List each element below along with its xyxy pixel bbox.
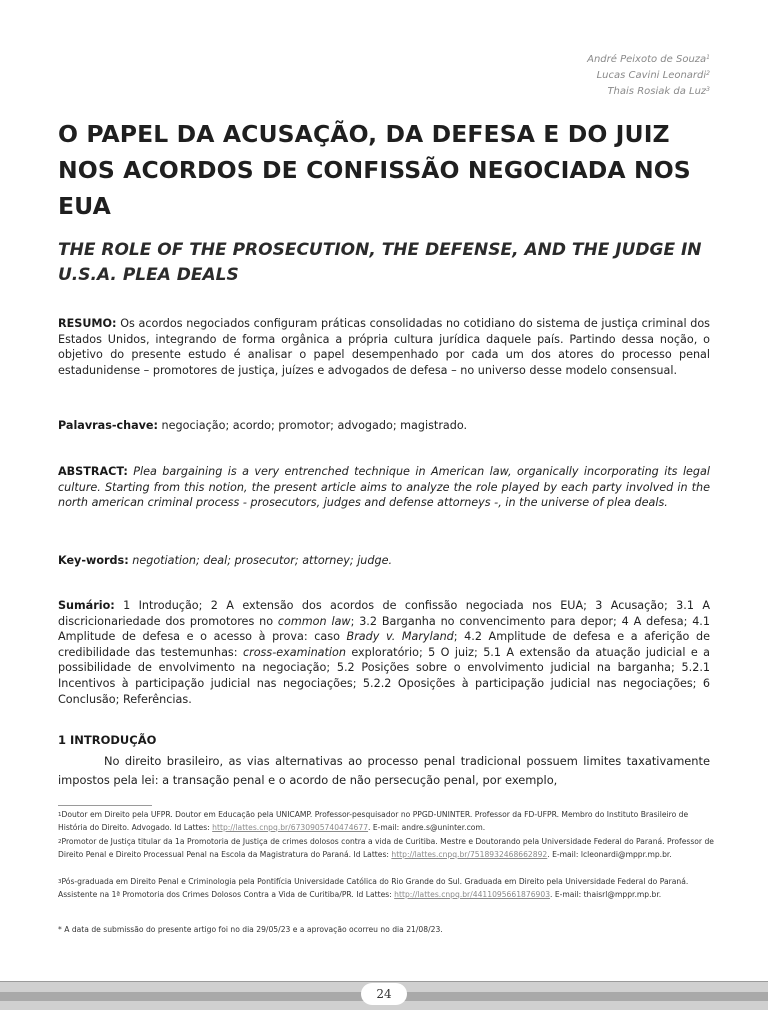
resumo-text: Os acordos negociados configuram práticas consolidadas no cotidiano do sistema de justiça criminal dos Estados Unidos, integrando de forma orgânica a própria cultura jurídica daquele país. Partindo dessa noção, o objetivo do presente estudo é analisar o papel desempenhado por cada um dos atores do processo penal estadunidense – promotores de justiça, juízes e advogados de defesa – no universo desse modelo consensual. [58,317,710,377]
introduction-paragraph: No direito brasileiro, as vias alternativas ao processo penal tradicional possuem limites taxativamente impostos pela lei: a transação penal e o acordo de não persecução penal, por exemplo, [58,754,710,787]
keywords-text: negotiation; deal; prosecutor; attorney; judge. [128,554,393,567]
palavras-text: negociação; acordo; promotor; advogado; magistrado. [158,419,468,432]
footnote-submission-date: * A data de submissão do presente artigo foi no dia 29/05/23 e a aprovação ocorreu no dia 21/08/23. [58,925,443,934]
palavras-label: Palavras-chave: [58,419,158,432]
author-2: Lucas Cavini Leonardi$^2$ [596,70,710,81]
article-subtitle-english: THE ROLE OF THE PROSECUTION, THE DEFENSE, AND THE JUDGE IN U.S.A. PLEA DEALS [58,240,702,285]
abstract-text: Plea bargaining is a very entrenched technique in American law, organically incorporating its legal culture. Starting from this notion, the present article aims to analyze the role played by each party involved in the north american criminal process - prosecutors, judges and defense attorneys -, in the universe of plea deals. [58,465,710,510]
abstract-label: ABSTRACT: [58,465,128,478]
article-title: O PAPEL DA ACUSAÇÃO, DA DEFESA E DO JUIZ NOS ACORDOS DE CONFISSÃO NEGOCIADA NOS EUA [58,120,691,220]
keywords-portuguese [58,418,710,434]
abstract-portuguese [58,316,710,378]
abstract-english [58,464,710,511]
author-1: André Peixoto de Souza$^1$ [587,54,710,65]
keywords-label: Key-words: [58,554,129,567]
footnote-1: $^1$Doutor em Direito pela UFPR. Doutor em Educação pela UNICAMP. Professor-pesquisador no PPGD-UNINTER. Professor da FD-UFPR. Membro do Instituto Brasileiro de História do Direito. Advogado. Id Lattes: http://lattes.cnpq.br/6730905740474677. E-mail: andre.s@uninter.com. [58,810,689,832]
lattes-link-2[interactable]: http://lattes.cnpq.br/7518932468662892 [391,849,548,859]
lattes-link-1[interactable]: http://lattes.cnpq.br/6730905740474677 [212,822,369,832]
page-number: 24 [361,983,407,1005]
sumario-label: Sumário: [58,599,115,612]
footnote-3: $^3$Pós-graduada em Direito Penal e Criminologia pela Pontifícia Universidade Católica do Rio Grande do Sul. Graduada em Direito pela Universidade Federal do Paraná. Assistente na 1ª Promotoria dos Crimes Dolosos Contra a Vida de Curitiba/PR. Id Lattes: http://lattes.cnpq.br/4411095661876903. E-mail: thaisrl@mppr.mp.br. [58,877,689,899]
footnote-2: $^2$Promotor de Justiça titular da 1a Promotoria de Justiça de crimes dolosos contra a vida de Curitiba. Mestre e Doutorando pela Universidade Federal do Paraná. Professor de Direito Penal e Direito Processual Penal na Escola da Magistratura do Paraná. Id Lattes: http://lattes.cnpq.br/7518932468662892. E-mail: lcleonardi@mppr.mp.br. [58,837,714,859]
author-list [587,52,710,100]
keywords-english [58,553,710,569]
footnote-divider [58,805,152,806]
lattes-link-3[interactable]: http://lattes.cnpq.br/4411095661876903 [394,889,551,899]
resumo-label: RESUMO: [58,317,117,330]
summary: Sumário: 1 Introdução; 2 A extensão dos acordos de confissão negociada nos EUA; 3 Acusação; 3.1 A discricionariedade dos promotores no common law; 3.2 Barganha no convencimento para depor; 4 A defesa; 4.1 Amplitude de defesa e o acesso à prova: caso Brady v. Maryland; 4.2 Amplitude de defesa e a aferição de credibilidade das testemunhas: cross-examination exploratório; 5 O juiz; 5.1 A extensão da atuação judicial e a possibilidade de envolvimento na negociação; 5.2 Posições sobre o envolvimento judicial na barganha; 5.2.1 Incentivos à participação judicial nas negociações; 5.2.2 Oposições à participação judicial nas negociações; 6 Conclusão; Referências. [58,599,710,706]
author-3: Thais Rosiak da Luz$^3$ [607,86,710,97]
section-heading-introduction: 1 INTRODUÇÃO [58,733,157,747]
